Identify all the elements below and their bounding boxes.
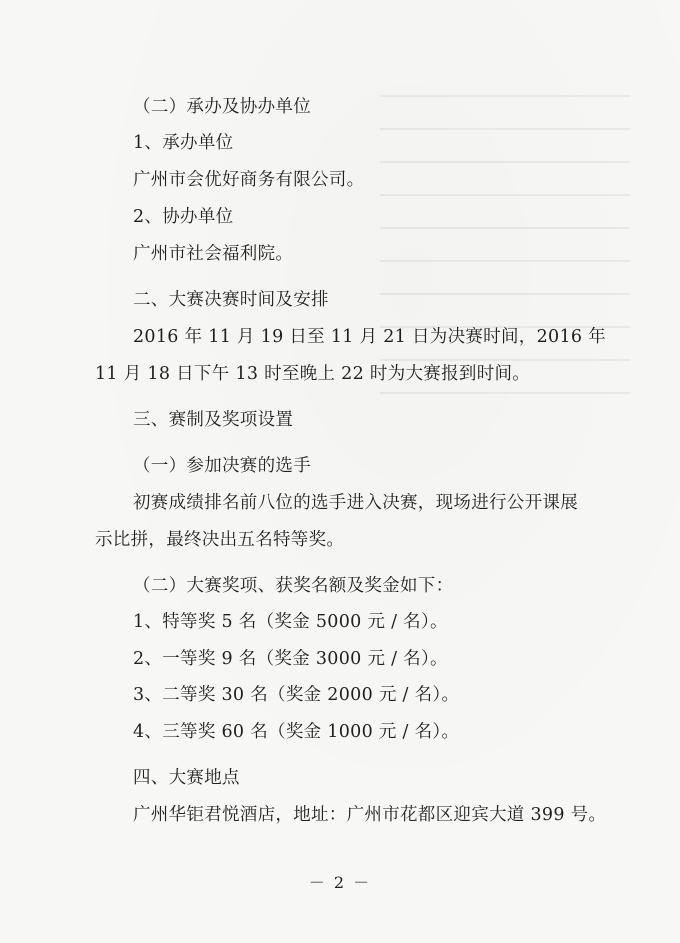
page-number: － 2 － — [308, 873, 372, 892]
award-item-second: 3、二等奖 30 名（奖金 2000 元 / 名）。 — [133, 685, 460, 705]
subsection-heading-finalists: （一）参加决赛的选手 — [133, 456, 311, 476]
section-heading-format-awards: 三、赛制及奖项设置 — [133, 410, 294, 430]
schedule-paragraph-line-2: 11 月 18 日下午 13 时至晚上 22 时为大赛报到时间。 — [95, 364, 531, 384]
host-organization: 广州市会优好商务有限公司。 — [133, 170, 365, 190]
finalists-paragraph-line-1: 初赛成绩排名前八位的选手进入决赛，现场进行公开课展 — [133, 493, 578, 513]
section-heading-schedule: 二、大赛决赛时间及安排 — [133, 290, 329, 310]
section-heading-venue: 四、大赛地点 — [133, 768, 240, 788]
award-item-first: 2、一等奖 9 名（奖金 3000 元 / 名）。 — [133, 649, 448, 669]
venue-address: 广州华钜君悦酒店，地址：广州市花都区迎宾大道 399 号。 — [133, 805, 607, 825]
schedule-paragraph-line-1: 2016 年 11 月 19 日至 11 月 21 日为决赛时间，2016 年 — [133, 327, 606, 347]
award-item-special: 1、特等奖 5 名（奖金 5000 元 / 名）。 — [133, 612, 448, 632]
finalists-paragraph-line-2: 示比拼，最终决出五名特等奖。 — [95, 530, 345, 550]
item-heading-co-organizer: 2、协办单位 — [133, 207, 234, 227]
award-item-third: 4、三等奖 60 名（奖金 1000 元 / 名）。 — [133, 722, 460, 742]
subsection-heading-organizers: （二）承办及协办单位 — [133, 97, 311, 117]
co-organizer-name: 广州市社会福利院。 — [133, 244, 294, 264]
subsection-heading-awards: （二）大赛奖项、获奖名额及奖金如下： — [133, 576, 454, 596]
item-heading-host: 1、承办单位 — [133, 133, 234, 153]
